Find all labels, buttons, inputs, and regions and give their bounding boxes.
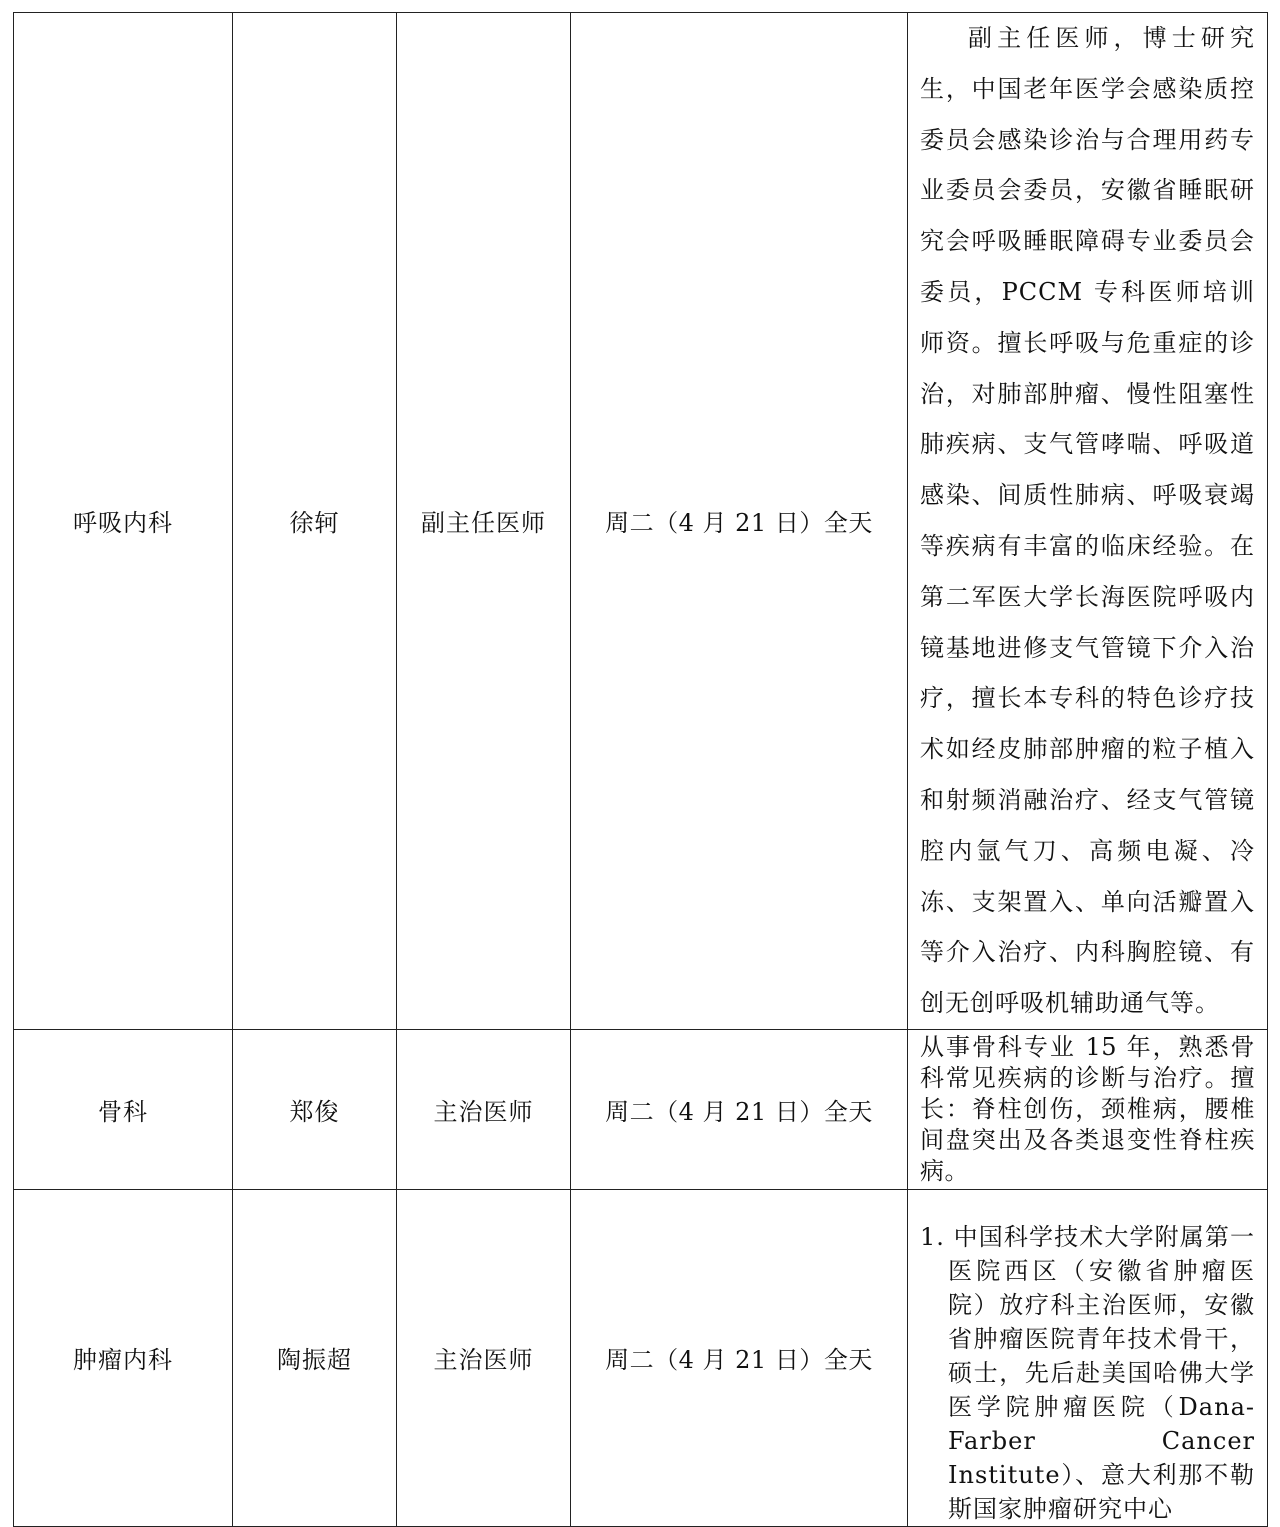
department-cell: 肿瘤内科 bbox=[14, 1189, 233, 1526]
doctor-bio-cell bbox=[908, 1029, 1268, 1189]
doctor-title-cell: 主治医师 bbox=[397, 1189, 571, 1526]
schedule-time-cell: 周二（4 月 21 日）全天 bbox=[571, 13, 908, 1030]
doctor-name-cell: 郑俊 bbox=[233, 1029, 397, 1189]
doctor-title-cell: 主治医师 bbox=[397, 1029, 571, 1189]
doctor-bio-cell bbox=[908, 13, 1268, 1030]
doctor-name-cell: 徐轲 bbox=[233, 13, 397, 1030]
doctor-schedule-table bbox=[13, 12, 1268, 1527]
doctor-bio-text: 从事骨科专业 15 年，熟悉骨科常见疾病的诊断与治疗。擅长：脊柱创伤，颈椎病，腰椎间盘突出及各类退变性脊柱疾病。 bbox=[920, 1032, 1255, 1185]
schedule-time-cell: 周二（4 月 21 日）全天 bbox=[571, 1029, 908, 1189]
doctor-title-cell: 副主任医师 bbox=[397, 13, 571, 1030]
doctor-bio-text: 副主任医师，博士研究生，中国老年医学会感染质控委员会感染诊治与合理用药专业委员会委员，安徽省睡眠研究会呼吸睡眠障碍专业委员会委员，PCCM 专科医师培训师资。擅长呼吸与危重症的诊治，对肺部肿瘤、慢性阻塞性肺疾病、支气管哮喘、呼吸道感染、间质性肺病、呼吸衰竭等疾病有丰富的临床经验。在第二军医大学长海医院呼吸内镜基地进修支气管镜下介入治疗，擅长本专科的特色诊疗技术如经皮肺部肿瘤的粒子植入和射频消融治疗、经支气管镜腔内氩气刀、高频电凝、冷冻、支架置入、单向活瓣置入等介入治疗、内科胸腔镜、有创无创呼吸机辅助通气等。 bbox=[920, 24, 1255, 1018]
table-row bbox=[14, 1029, 1268, 1189]
department-cell: 呼吸内科 bbox=[14, 13, 233, 1030]
schedule-time-cell: 周二（4 月 21 日）全天 bbox=[571, 1189, 908, 1526]
table-row bbox=[14, 1189, 1268, 1526]
department-cell: 骨科 bbox=[14, 1029, 233, 1189]
doctor-bio-text: 1. 中国科学技术大学附属第一医院西区（安徽省肿瘤医院）放疗科主治医师，安徽省肿瘤医院青年技术骨干，硕士，先后赴美国哈佛大学医学院肿瘤医院（Dana-Farber Cancer Institute）、意大利那不勒斯国家肿瘤研究中心 bbox=[920, 1222, 1255, 1523]
doctor-name-cell: 陶振超 bbox=[233, 1189, 397, 1526]
doctor-bio-cell bbox=[908, 1189, 1268, 1526]
table-row bbox=[14, 13, 1268, 1030]
